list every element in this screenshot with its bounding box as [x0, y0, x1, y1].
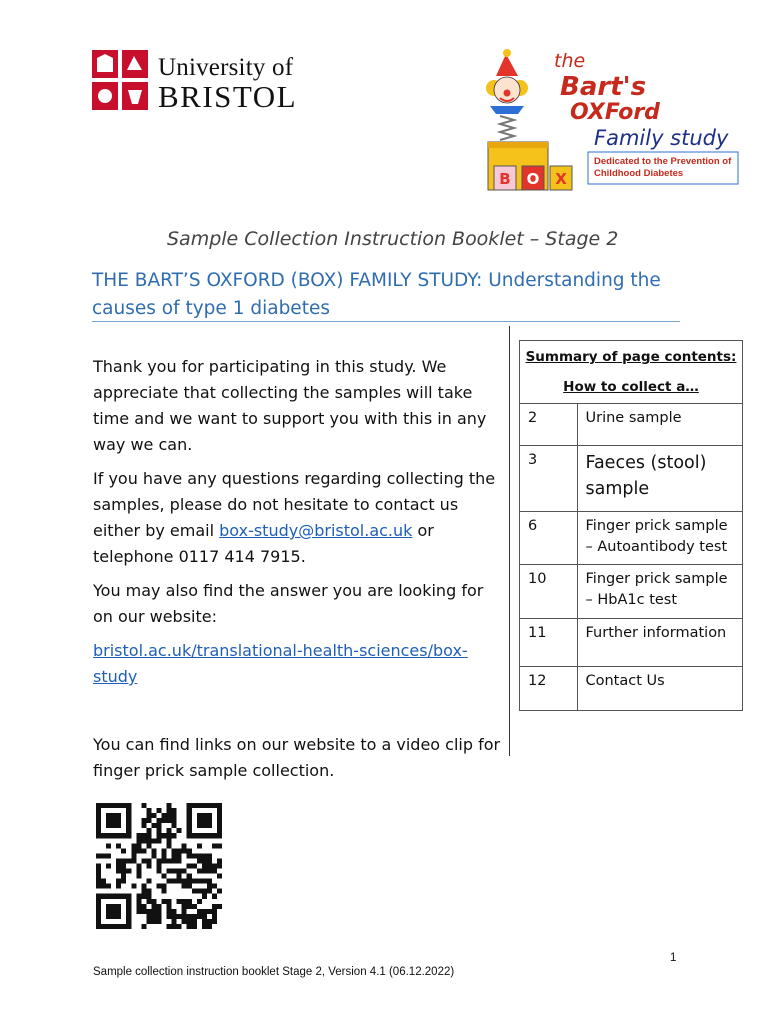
box-logo-barts: Bart's [560, 72, 647, 102]
footer-version: Sample collection instruction booklet Stage 2, Version 4.1 (06.12.2022) [93, 966, 455, 978]
video-paragraph: You can find links on our website to a video clip for finger prick sample collection. [93, 735, 501, 780]
contact-text-before: If you have any questions regarding collecting the samples, please do not hesitate to contact us either by email [93, 469, 496, 540]
contents-table [520, 403, 742, 710]
section-label-cell: Urine sample [577, 404, 742, 446]
university-name-line1: University of [158, 54, 294, 81]
intro-paragraph: Thank you for participating in this study. We appreciate that collecting the samples will take time and we want to support you with this in any way we can. [93, 357, 487, 454]
page-number: 1 [670, 952, 677, 964]
contact-paragraph [93, 466, 508, 570]
study-title: THE BART’S OXFORD (BOX) FAMILY STUDY: Understanding the causes of type 1 diabetes [92, 270, 661, 319]
page-number-cell: 2 [520, 404, 577, 446]
block-b: B [499, 170, 511, 188]
table-row[interactable] [520, 446, 742, 512]
title-divider [92, 321, 680, 322]
summary-subheading: How to collect a… [563, 379, 699, 395]
summary-heading: Summary of page contents: [525, 349, 737, 365]
section-label-cell: Finger prick sample – Autoantibody test [577, 512, 742, 565]
website-paragraph: You may also find the answer you are looking for on our website: [93, 581, 484, 626]
page-number-cell: 6 [520, 512, 577, 565]
intro-text [93, 354, 508, 698]
website-link[interactable]: bristol.ac.uk/translational-health-sciences/box-study [93, 641, 468, 686]
table-row[interactable] [520, 565, 742, 619]
box-logo-the: the [554, 50, 586, 72]
column-divider [509, 326, 510, 756]
table-row[interactable] [520, 619, 742, 667]
page-number-cell: 12 [520, 667, 577, 710]
box-logo-family-study: Family study [594, 126, 729, 150]
page-number-cell: 3 [520, 446, 577, 512]
box-study-logo [484, 48, 742, 194]
section-label-cell: Further information [577, 619, 742, 667]
qr-code-icon[interactable] [96, 803, 222, 929]
bristol-crest-icon [92, 50, 148, 110]
university-of-bristol-logo [92, 50, 312, 112]
table-row[interactable] [520, 667, 742, 710]
box-logo-dedicated: Dedicated to the Prevention of Childhood Diabetes [594, 156, 732, 179]
booklet-subtitle: Sample Collection Instruction Booklet – Stage 2 [167, 228, 619, 250]
contact-text-after: or telephone 0117 414 7915. [93, 521, 434, 566]
page-number-cell: 11 [520, 619, 577, 667]
table-row[interactable] [520, 404, 742, 446]
summary-table [519, 340, 743, 711]
section-label-cell: Faeces (stool) sample [577, 446, 742, 512]
page-number-cell: 10 [520, 565, 577, 619]
table-row[interactable] [520, 512, 742, 565]
block-o: O [526, 170, 540, 188]
website-paragraph-link [93, 638, 508, 690]
block-x: X [555, 170, 567, 188]
section-label-cell: Finger prick sample – HbA1c test [577, 565, 742, 619]
box-logo-oxford: OXFord [570, 100, 660, 125]
university-name-line2: BRISTOL [158, 79, 298, 114]
email-link[interactable]: box-study@bristol.ac.uk [219, 521, 413, 540]
section-label-cell: Contact Us [577, 667, 742, 710]
